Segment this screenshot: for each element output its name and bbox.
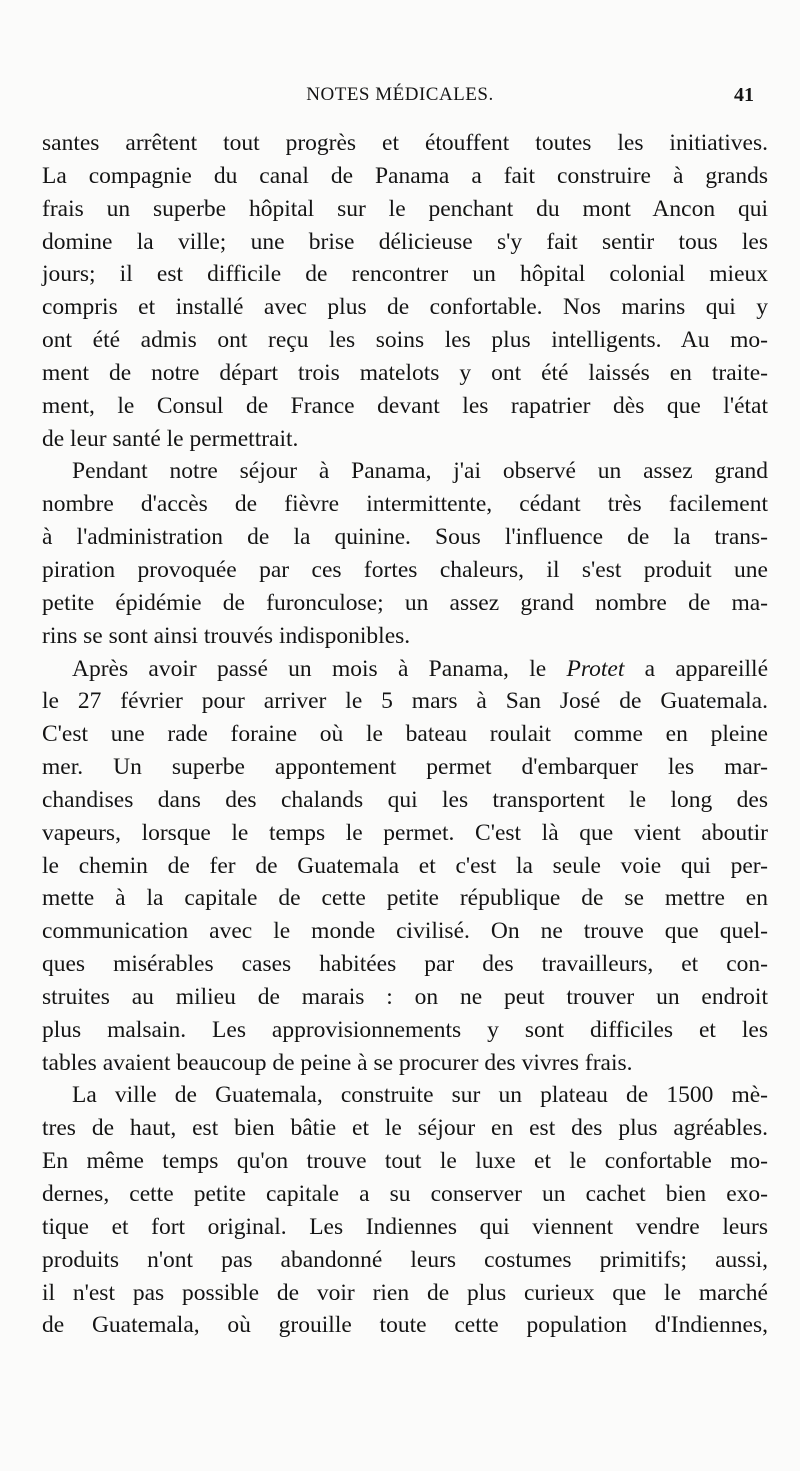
text-line: tique et fort original. Les Indiennes qui viennent vendre leurs (42, 1213, 768, 1240)
text-line: vapeurs, lorsque le temps le permet. C'est là que vient aboutir (42, 819, 768, 846)
text-line-end: a appareillé (644, 655, 769, 682)
text-line: En même temps qu'on trouve tout le luxe et le confortable mo- (42, 1148, 768, 1175)
text-line: rins se sont ainsi trouvés indisponibles. (42, 622, 411, 649)
running-title: NOTES MÉDICALES. (306, 84, 494, 105)
body-text (42, 127, 768, 1342)
text-line: compris et installé avec plus de confortable. Nos marins qui y (42, 294, 768, 321)
text-line: chandises dans des chalands qui les transportent le long des (42, 786, 768, 813)
text-line: C'est une rade foraine où le bateau roulait comme en pleine (42, 721, 768, 748)
text-line: le chemin de fer de Guatemala et c'est la seule voie qui per- (42, 852, 768, 879)
text-line: de leur santé le permettrait. (42, 425, 299, 452)
text-line: de Guatemala, où grouille toute cette population d'Indiennes, (42, 1312, 768, 1339)
text-line: nombre d'accès de fièvre intermittente, cédant très facilement (42, 491, 768, 518)
text-line: le 27 février pour arriver le 5 mars à San José de Guatemala. (42, 688, 768, 715)
text-line-start: Après avoir passé un mois à Panama, le (72, 655, 547, 682)
text-line: La ville de Guatemala, construite sur un plateau de 1500 mè- (72, 1082, 768, 1109)
text-line: frais un superbe hôpital sur le penchant du mont Ancon qui (42, 195, 768, 222)
text-line: produits n'ont pas abandonné leurs costumes primitifs; aussi, (42, 1246, 768, 1273)
page-number: 41 (734, 84, 754, 106)
text-line: dernes, cette petite capitale a su conserver un cachet bien exo- (42, 1181, 768, 1207)
text-line: ment de notre départ trois matelots y ont été laissés en traite- (42, 359, 768, 386)
text-line: piration provoquée par ces fortes chaleurs, il s'est produit une (42, 556, 768, 583)
text-line: La compagnie du canal de Panama a fait construire à grands (42, 162, 768, 189)
text-line: communication avec le monde civilisé. On ne trouve que quel- (42, 918, 768, 945)
text-line: santes arrêtent tout progrès et étouffent toutes les initiatives. (42, 130, 768, 156)
text-line: tres de haut, est bien bâtie et le séjour en est des plus agréables. (42, 1115, 768, 1142)
text-line-with-ship-name (42, 653, 768, 686)
text-line: ont été admis ont reçu les soins les plus intelligents. Au mo- (42, 327, 768, 354)
text-line: ment, le Consul de France devant les rapatrier dès que l'état (42, 392, 768, 419)
text-line: domine la ville; une brise délicieuse s'y fait sentir tous les (42, 228, 768, 255)
ship-name: Protet (566, 655, 625, 682)
text-line: Pendant notre séjour à Panama, j'ai observé un assez grand (72, 458, 768, 485)
text-line: jours; il est difficile de rencontrer un hôpital colonial mieux (42, 261, 768, 288)
page-header (40, 84, 760, 114)
text-line: mette à la capitale de cette petite république de se mettre en (42, 885, 768, 912)
text-line: plus malsain. Les approvisionnements y sont difficiles et les (42, 1016, 768, 1043)
text-line: il n'est pas possible de voir rien de plus curieux que le marché (42, 1279, 768, 1306)
text-line: mer. Un superbe appontement permet d'embarquer les mar- (42, 754, 768, 781)
text-line: petite épidémie de furonculose; un assez grand nombre de ma- (42, 589, 768, 616)
text-line: struites au milieu de marais : on ne peut trouver un endroit (42, 983, 768, 1010)
text-line: tables avaient beaucoup de peine à se procurer des vivres frais. (42, 1049, 633, 1076)
text-line: ques misérables cases habitées par des travailleurs, et con- (42, 951, 768, 978)
text-line: à l'administration de la quinine. Sous l'influence de la trans- (42, 524, 768, 551)
